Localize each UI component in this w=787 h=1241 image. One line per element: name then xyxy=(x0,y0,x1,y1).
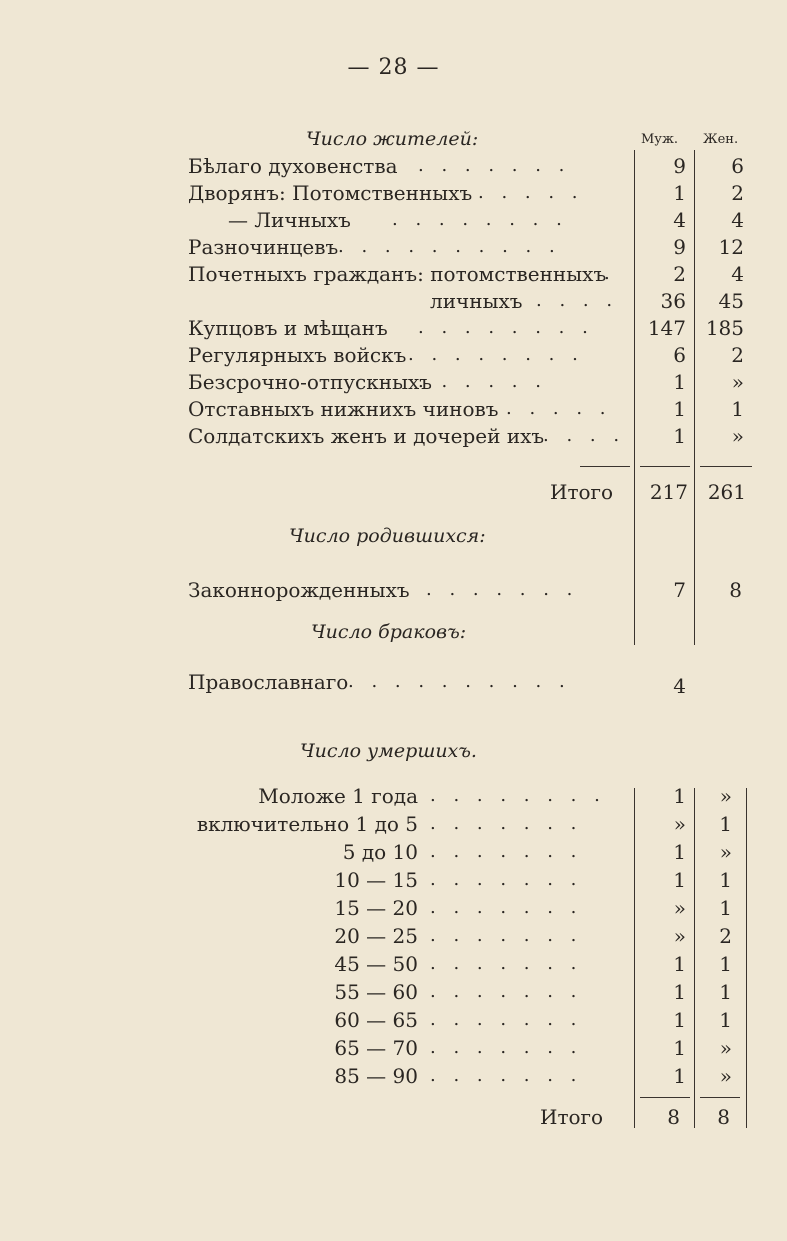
female-count: 12 xyxy=(718,235,744,259)
marriages-label: Православнаго xyxy=(188,670,349,694)
male-count: 1 xyxy=(673,397,686,421)
column-rule-left xyxy=(634,788,635,1128)
leader-dots: . . . . . . . xyxy=(430,953,583,974)
residents-row xyxy=(0,422,787,450)
leader-dots: . . . . . . . xyxy=(430,897,583,918)
leader-dots: . . . . . xyxy=(506,398,612,419)
residents-total-label: Итого xyxy=(550,480,614,504)
age-range-label: 85 — 90 xyxy=(334,1064,418,1088)
col-female-header: Жен. xyxy=(703,132,739,147)
deaths-row xyxy=(0,866,787,894)
female-count: 2 xyxy=(719,924,732,948)
male-count: 9 xyxy=(673,235,686,259)
age-range-label: 5 до 10 xyxy=(342,840,418,864)
male-count: 1 xyxy=(673,952,686,976)
female-count: 1 xyxy=(731,397,744,421)
leader-dots: . . . . . . . xyxy=(430,869,583,890)
residents-row xyxy=(0,152,787,180)
column-rule-middle xyxy=(694,788,695,1128)
male-count: 1 xyxy=(673,370,686,394)
female-count: » xyxy=(719,840,732,864)
row-label: личныхъ xyxy=(430,289,523,313)
female-count: 1 xyxy=(719,1008,732,1032)
deaths-row xyxy=(0,810,787,838)
total-rule xyxy=(700,1097,740,1098)
female-count: » xyxy=(719,1064,732,1088)
leader-dots: . . . . . . . xyxy=(430,841,583,862)
leader-dots: . . . . xyxy=(536,290,619,311)
column-rule-middle xyxy=(694,150,695,645)
row-label: Регулярныхъ войскъ xyxy=(188,343,407,367)
male-count: 147 xyxy=(647,316,686,340)
row-label: Купцовъ и мѣщанъ xyxy=(188,316,388,340)
male-count: 1 xyxy=(673,424,686,448)
total-rule xyxy=(640,1097,690,1098)
deaths-total-female: 8 xyxy=(717,1105,730,1129)
leader-dots: . xyxy=(604,263,616,284)
leader-dots: . . . . . . xyxy=(418,371,547,392)
deaths-row xyxy=(0,1062,787,1090)
deaths-total-label: Итого xyxy=(540,1105,604,1129)
residents-title: Число жителей: xyxy=(306,128,479,150)
row-label: Отставныхъ нижнихъ чиновъ xyxy=(188,397,499,421)
male-count: 2 xyxy=(673,262,686,286)
row-label: Безсрочно-отпускныхъ xyxy=(188,370,432,394)
deaths-title: Число умершихъ. xyxy=(300,740,477,762)
total-rule xyxy=(640,466,690,467)
female-count: 1 xyxy=(719,812,732,836)
births-female: 8 xyxy=(729,578,742,602)
leader-dots: . . . . . . . xyxy=(430,1009,583,1030)
residents-row xyxy=(0,260,787,288)
female-count: 2 xyxy=(731,343,744,367)
male-count: 1 xyxy=(673,868,686,892)
male-count: 1 xyxy=(673,181,686,205)
leader-dots: . . . . . . . . xyxy=(392,209,568,230)
deaths-row xyxy=(0,950,787,978)
residents-row xyxy=(0,314,787,342)
births-dots: . . . . . . . xyxy=(426,579,579,600)
male-count: » xyxy=(673,812,686,836)
residents-row xyxy=(0,287,787,315)
female-count: » xyxy=(731,424,744,448)
marriages-title: Число браковъ: xyxy=(311,621,467,643)
leader-dots: . . . . . . . . xyxy=(408,344,584,365)
age-range-label: 55 — 60 xyxy=(334,980,418,1004)
leader-dots: . . . . xyxy=(543,425,626,446)
male-count: 4 xyxy=(673,208,686,232)
residents-row xyxy=(0,341,787,369)
male-count: 6 xyxy=(673,343,686,367)
births-label: Законнорожденныхъ xyxy=(188,578,410,602)
total-rule xyxy=(700,466,752,467)
female-count: 4 xyxy=(731,208,744,232)
leader-dots: . . . . . . . . xyxy=(418,317,594,338)
age-range-label: 65 — 70 xyxy=(334,1036,418,1060)
leader-dots: . . . . . . . xyxy=(430,1065,583,1086)
age-range-label: 60 — 65 xyxy=(334,1008,418,1032)
row-label: Бѣлаго духовенства xyxy=(188,154,398,178)
total-rule xyxy=(580,466,630,467)
residents-total-female: 261 xyxy=(707,480,746,504)
deaths-total-male: 8 xyxy=(667,1105,680,1129)
deaths-row xyxy=(0,922,787,950)
births-male: 7 xyxy=(673,578,686,602)
female-count: 45 xyxy=(718,289,744,313)
male-count: 1 xyxy=(673,1008,686,1032)
male-count: » xyxy=(673,924,686,948)
col-male-header: Муж. xyxy=(641,132,679,147)
residents-row xyxy=(0,179,787,207)
male-count: » xyxy=(673,896,686,920)
deaths-row xyxy=(0,838,787,866)
male-count: 1 xyxy=(673,980,686,1004)
age-range-label: 20 — 25 xyxy=(334,924,418,948)
deaths-row xyxy=(0,978,787,1006)
leader-dots: . . . . . . . . xyxy=(430,785,606,806)
residents-row xyxy=(0,368,787,396)
row-label: — Личныхъ xyxy=(228,208,351,232)
male-count: 1 xyxy=(673,784,686,808)
age-range-label: 10 — 15 xyxy=(334,868,418,892)
female-count: 1 xyxy=(719,868,732,892)
age-range-label: 15 — 20 xyxy=(334,896,418,920)
marriages-value: 4 xyxy=(673,674,686,698)
male-count: 9 xyxy=(673,154,686,178)
age-range-label: 45 — 50 xyxy=(334,952,418,976)
leader-dots: . . . . . . . xyxy=(430,925,583,946)
male-count: 1 xyxy=(673,840,686,864)
female-count: 1 xyxy=(719,952,732,976)
age-range-label: включительно 1 до 5 xyxy=(196,812,418,836)
leader-dots: . . . . . . . xyxy=(430,981,583,1002)
marriages-dots: . . . . . . . . . . xyxy=(348,671,571,692)
female-count: 2 xyxy=(731,181,744,205)
male-count: 1 xyxy=(673,1064,686,1088)
female-count: 6 xyxy=(731,154,744,178)
deaths-row xyxy=(0,782,787,810)
leader-dots: . . . . . xyxy=(478,182,584,203)
row-label: Разночинцевъ xyxy=(188,235,339,259)
deaths-row xyxy=(0,1006,787,1034)
male-count: 36 xyxy=(660,289,686,313)
leader-dots: . . . . . . . xyxy=(430,813,583,834)
column-rule-left xyxy=(634,150,635,645)
deaths-row xyxy=(0,894,787,922)
leader-dots: . . . . . . . xyxy=(418,155,571,176)
female-count: 1 xyxy=(719,896,732,920)
column-rule-right xyxy=(746,788,747,1128)
row-label: Дворянъ: Потомственныхъ xyxy=(188,181,473,205)
births-title: Число родившихся: xyxy=(289,525,486,547)
row-label: Почетныхъ гражданъ: потомственныхъ xyxy=(188,262,607,286)
leader-dots: . . . . . . . xyxy=(430,1037,583,1058)
residents-total-male: 217 xyxy=(649,480,688,504)
age-range-label: Моложе 1 года xyxy=(258,784,418,808)
residents-row xyxy=(0,395,787,423)
row-label: Солдатскихъ женъ и дочерей ихъ xyxy=(188,424,545,448)
female-count: 185 xyxy=(705,316,744,340)
female-count: » xyxy=(731,370,744,394)
female-count: » xyxy=(719,784,732,808)
leader-dots: . . . . . . . . . . xyxy=(338,236,561,257)
residents-row xyxy=(0,233,787,261)
deaths-row xyxy=(0,1034,787,1062)
female-count: 4 xyxy=(731,262,744,286)
male-count: 1 xyxy=(673,1036,686,1060)
female-count: 1 xyxy=(719,980,732,1004)
female-count: » xyxy=(719,1036,732,1060)
residents-row xyxy=(0,206,787,234)
page-number: — 28 — xyxy=(347,55,440,80)
